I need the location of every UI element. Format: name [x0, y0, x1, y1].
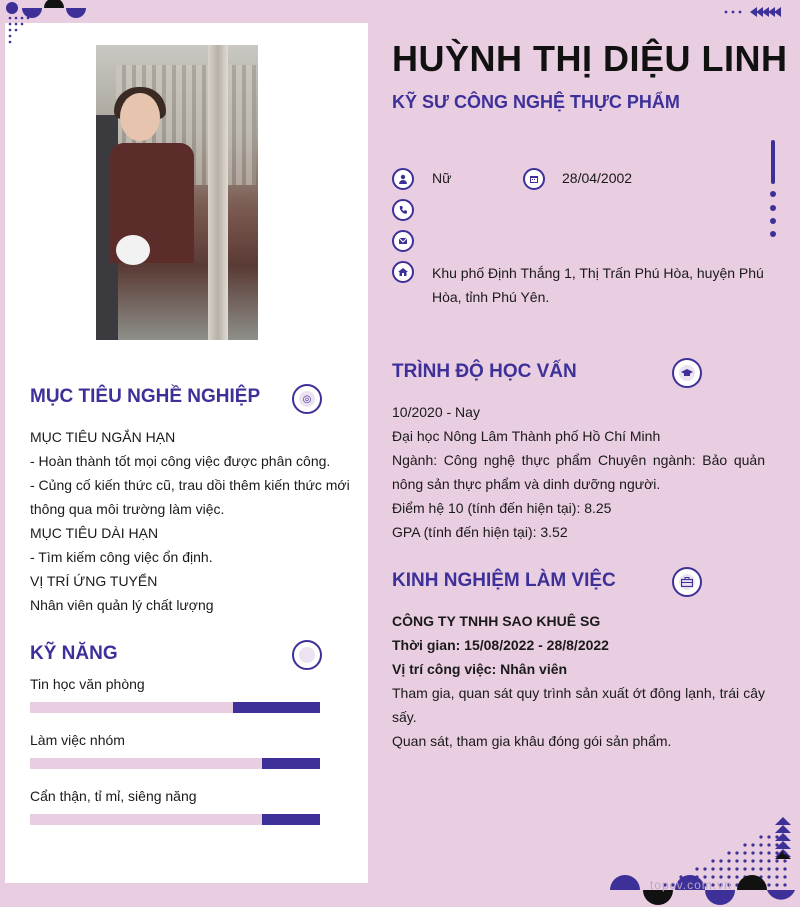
phone-icon: [392, 199, 414, 221]
skill-label: Cẩn thận, tỉ mỉ, siêng năng: [30, 788, 197, 804]
decor-dot: [743, 867, 746, 870]
decor-dot: [767, 859, 770, 862]
skills-title: KỸ NĂNG: [30, 643, 118, 664]
decor-dot: [759, 859, 762, 862]
decor-bottom-right: [605, 815, 800, 907]
birthdate-value: 28/04/2002: [562, 170, 633, 186]
mail-icon: [392, 230, 414, 252]
decor-dot: [751, 851, 754, 854]
experience-company: CÔNG TY TNHH SAO KHUÊ SG: [392, 613, 601, 629]
decor-top-left: [0, 0, 100, 48]
candidate-role: KỸ SƯ CÔNG NGHỆ THỰC PHẨM: [392, 92, 680, 112]
decor-dot: [743, 859, 746, 862]
decor-dot: [743, 851, 746, 854]
decor-dot: [703, 867, 706, 870]
skill-bar-fill: [233, 702, 320, 713]
experience-desc: Quan sát, tham gia khâu đóng gói sản phẩm.: [392, 733, 672, 749]
decor-semicircle: [22, 8, 42, 18]
experience-desc: Tham gia, quan sát quy trình sản xuất ớt đông lạnh, trái cây sấy.: [392, 685, 765, 725]
user-icon: [392, 168, 414, 190]
watermark: topcv.com.vn: [650, 878, 732, 892]
skill-label: Tin học văn phòng: [30, 676, 145, 692]
decor-dot: [775, 835, 778, 838]
decor-dot: [783, 867, 786, 870]
decor-dot: [735, 867, 738, 870]
decor-dot: [735, 859, 738, 862]
decor-dot: [751, 859, 754, 862]
decor-dot: [711, 859, 714, 862]
experience-time: Thời gian: 15/08/2022 - 28/8/2022: [392, 637, 609, 653]
decor-dot: [775, 843, 778, 846]
objective-line: thông qua môi trường làm việc.: [30, 501, 225, 517]
decor-dot: [759, 835, 762, 838]
decor-dot: [719, 867, 722, 870]
decor-dot: [775, 883, 778, 886]
ring-icon: [292, 640, 322, 670]
decor-dot: [743, 843, 746, 846]
experience-position: Vị trí công việc: Nhân viên: [392, 661, 568, 677]
skill-bar-fill: [262, 758, 320, 769]
graduation-cap-icon: [672, 358, 702, 388]
decor-dot: [767, 883, 770, 886]
decor-dot: [735, 875, 738, 878]
gender-value: Nữ: [432, 170, 452, 186]
decor-dot: [767, 851, 770, 854]
decor-dot: [751, 867, 754, 870]
objective-line: MỤC TIÊU NGẮN HẠN: [30, 429, 176, 445]
profile-photo: [96, 45, 258, 340]
briefcase-icon: [672, 567, 702, 597]
education-major: Ngành: Công nghệ thực phẩm Chuyên ngành: Bảo quản nông sản thực phẩm và dinh dưỡng người.: [392, 452, 765, 492]
home-icon: [392, 261, 414, 283]
objective-line: - Củng cố kiến thức cũ, trau dồi thêm kiến thức mới: [30, 477, 350, 493]
objective-line: Nhân viên quản lý chất lượng: [30, 597, 214, 613]
education-score10: Điểm hệ 10 (tính đến hiện tại): 8.25: [392, 500, 612, 516]
decor-dot: [735, 851, 738, 854]
decor-dot: [711, 867, 714, 870]
experience-title: KINH NGHIỆM LÀM VIỆC: [392, 570, 616, 591]
skill-bar: [30, 702, 320, 713]
decor-dot: [783, 883, 786, 886]
skill-bar: [30, 814, 320, 825]
decor-dot: [770, 231, 776, 237]
decor-dot: [767, 867, 770, 870]
decor-semicircle: [44, 0, 64, 8]
decor-dot: [775, 867, 778, 870]
decor-dot: [767, 843, 770, 846]
decor-dot: [727, 859, 730, 862]
decor-semicircle: [66, 8, 86, 18]
candidate-name: HUỲNH THỊ DIỆU LINH: [392, 38, 788, 79]
objective-title: MỤC TIÊU NGHỀ NGHIỆP: [30, 386, 261, 407]
decor-dot: [775, 875, 778, 878]
decor-dot: [783, 835, 786, 838]
objective-body: [30, 425, 350, 617]
decor-dot: [783, 875, 786, 878]
decor-dot: [719, 859, 722, 862]
calendar-icon: [523, 168, 545, 190]
decor-dot: [759, 867, 762, 870]
decor-dot: [727, 867, 730, 870]
skill-label: Làm việc nhóm: [30, 732, 125, 748]
education-school: Đại học Nông Lâm Thành phố Hồ Chí Minh: [392, 428, 661, 444]
objective-line: - Tìm kiếm công việc ổn định.: [30, 549, 213, 565]
education-body: [392, 400, 765, 544]
decor-dot: [770, 191, 776, 197]
decor-dot: [767, 835, 770, 838]
decor-vertical-bar: [771, 140, 775, 184]
decor-dot: [770, 205, 776, 211]
target-icon: ◎: [292, 384, 322, 414]
decor-top-right-arrows: [720, 4, 790, 20]
objective-line: MỤC TIÊU DÀI HẠN: [30, 525, 159, 541]
decor-dot: [770, 218, 776, 224]
decor-dot: [783, 851, 786, 854]
objective-line: VỊ TRÍ ỨNG TUYỂN: [30, 573, 158, 589]
skill-bar: [30, 758, 320, 769]
decor-dot: [727, 851, 730, 854]
decor-dot: [695, 867, 698, 870]
education-gpa: GPA (tính đến hiện tại): 3.52: [392, 524, 568, 540]
skill-bar-fill: [262, 814, 320, 825]
decor-dot: [767, 875, 770, 878]
decor-dot: [775, 851, 778, 854]
decor-dot: [783, 843, 786, 846]
decor-dot: [759, 851, 762, 854]
decor-dot: [759, 843, 762, 846]
education-title: TRÌNH ĐỘ HỌC VẤN: [392, 361, 577, 382]
education-period: 10/2020 - Nay: [392, 404, 480, 420]
decor-dot: [783, 859, 786, 862]
decor-dot: [751, 843, 754, 846]
decor-dot: [6, 2, 18, 14]
experience-body: [392, 609, 765, 753]
address-value: Khu phố Định Thắng 1, Thị Trấn Phú Hòa, huyện Phú Hòa, tỉnh Phú Yên.: [432, 265, 764, 305]
objective-line: - Hoàn thành tốt mọi công việc được phân công.: [30, 453, 331, 469]
decor-dot: [775, 859, 778, 862]
